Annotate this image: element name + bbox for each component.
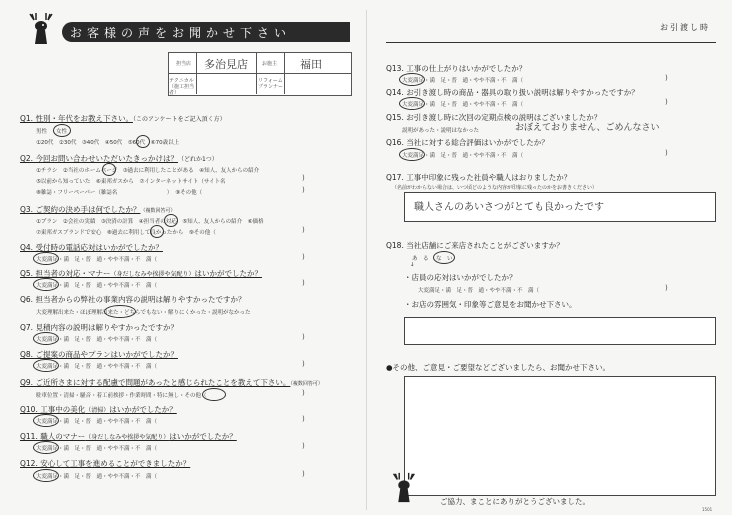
selection-circle: [33, 441, 59, 454]
q4-rating-scale: 大変満足・満 足・普 通・やや不満・不 満（: [36, 257, 158, 263]
q5-rating-scale: 大変満足・満 足・普 通・やや不満・不 満（: [36, 283, 158, 289]
selection-circle: [164, 214, 178, 227]
q18-sub2: ・お店の雰囲気・印象等ご意見をお聞かせ下さい。: [404, 300, 577, 309]
q11-label: Q11. 職人のマナー（身だしなみや挨拶や気配り）はいかがでしたか？: [20, 432, 237, 441]
q2-options-3: ⑧雑誌・フリーペーパー（雑誌名 ） ⑨その他（: [36, 190, 203, 196]
q7-label: Q7. 見積内容の説明は解りやすかったですか？: [20, 323, 178, 332]
q3-label: Q3. ご契約の決め手は何でしたか？（複数回答可）: [20, 205, 176, 214]
q4-label: Q4. 受付時の電話応対はいかがでしたか？: [20, 243, 163, 252]
q17-label: Q17. 工事中印象に残った社員や職人はおりましたか？: [386, 173, 572, 182]
bracket-close: ): [302, 389, 305, 397]
info-col-divider: [256, 52, 257, 94]
q2-options-2: ⑤以前から知っていた ⑥東邦ガスから ⑦インターネットサイト（サイト名: [36, 179, 226, 185]
bracket-close: ): [302, 174, 305, 182]
q13-rating-scale: 大変満足・満 足・普 通・やや不満・不 満（: [402, 78, 524, 84]
bracket-close: ): [302, 186, 305, 194]
tech-label: テクニカル（施工担当者）: [169, 78, 195, 96]
selection-circle: [202, 388, 226, 401]
selection-circle: [136, 135, 150, 148]
column-divider: [366, 10, 367, 510]
selection-circle: [33, 359, 59, 372]
other-label: ●その他、ご意見・ご要望などございましたら、お聞かせ下さい。: [386, 363, 611, 372]
thanks-message: ご協力、まことにありがとうございました。: [440, 497, 590, 506]
q1-gender-male: 男性: [36, 129, 48, 135]
bracket-close: ): [302, 333, 305, 341]
bracket-close: ): [302, 360, 305, 368]
selection-circle: [33, 332, 59, 345]
q1-label: Q1. 性別・年代をお教え下さい。（このアンケートをご記入頂く方）: [20, 114, 226, 123]
selection-circle: [102, 163, 116, 176]
q15-handwritten: おぼえておりません、ごめんなさい: [515, 123, 660, 133]
q14-label: Q14. お引き渡し時の商品・器具の取り扱い説明は解りやすかったですか？: [386, 88, 639, 97]
selection-circle: [33, 414, 59, 427]
bracket-close: ): [665, 98, 668, 106]
selection-circle: [399, 73, 425, 86]
page-title: お客様の声をお聞かせ下さい: [70, 26, 292, 40]
q11-rating-scale: 大変満足・満 足・普 通・やや不満・不 満（: [36, 446, 158, 452]
q6-label: Q6. 担当者からの弊社の事業内容の説明は解りやすかったですか？: [20, 295, 246, 304]
header-rule: [386, 42, 716, 43]
bracket-close: ): [302, 279, 305, 287]
q10-rating-scale: 大変満足・満 足・普 通・やや不満・不 満（: [36, 419, 158, 425]
q15-options: 説明があった・説明はなかった: [402, 128, 479, 134]
deer-logo-icon: [22, 10, 58, 46]
arrow-down-icon: ↓: [410, 262, 415, 268]
q18-sub1: ・店員の応対はいかがでしたか？: [404, 273, 517, 282]
bracket-close: ): [302, 226, 305, 234]
bracket-close: ): [665, 74, 668, 82]
q2-label: Q2. 今回お問い合わせいただいたきっかけは？（どれか1つ）: [20, 154, 218, 163]
q8-label: Q8. ご提案の商品やプランはいかがでしたか？: [20, 350, 178, 359]
planner-label: リフォームプランナー: [258, 78, 284, 90]
q9-label: Q9. ご近所さまに対する配慮で問題があったと感じられたことを教えて下さい。（複数回答可）: [20, 378, 323, 387]
q13-label: Q13. 工事の仕上がりはいかがでしたか？: [386, 64, 527, 73]
bracket-close: ): [302, 415, 305, 423]
q17-note: （名前がわからない場合は、いつ頃どのような内容が印象に残ったのかをお書きください）: [392, 185, 598, 191]
q8-rating-scale: 大変満足・満 足・普 通・やや不満・不 満（: [36, 364, 158, 370]
selection-circle: [53, 124, 71, 137]
customer-label: お施主: [262, 61, 278, 67]
deer-logo-icon: [386, 470, 420, 504]
q3-options-1: ①プラン ②会社の実績 ③決済の計算 ④担当者の対応 ⑤知人、友人からの紹介 ⑥価格: [36, 219, 264, 225]
q1-gender-female: 女性: [56, 129, 68, 135]
bracket-close: ): [665, 284, 668, 292]
q18-no: な い: [436, 256, 453, 262]
q10-label: Q10. 工事中の美化（清掃）はいかがでしたか？: [20, 405, 177, 414]
q7-rating-scale: 大変満足・満 足・普 通・やや不満・不 満（: [36, 337, 158, 343]
q12-label: Q12. 安心して工事を進めることができましたか？: [20, 459, 191, 468]
page-number: 1501: [702, 507, 713, 512]
salesperson-value: 多治見店: [204, 58, 248, 71]
q15-label: Q15. お引き渡し時に次回の定期点検の説明はございましたか？: [386, 113, 602, 122]
bracket-close: ): [665, 149, 668, 157]
q18-rating-scale: 大変満足・満 足・普 通・やや不満・不 満（: [418, 288, 540, 294]
info-col-divider: [196, 52, 197, 94]
q6-options: 大変理解出来た・ほぼ理解出来た・どちらでもない・解りにくかった・説明がなかった: [36, 310, 251, 316]
bracket-close: ): [302, 470, 305, 478]
other-answer-box[interactable]: [404, 376, 716, 496]
selection-circle: [104, 305, 136, 318]
q2-options-1: ①チラシ ②当社のホームページ ③過去に利用したことがある ④知人、友人からの紹介: [36, 168, 260, 174]
q16-rating-scale: 大変満足・満 足・普 通・やや不満・不 満（: [402, 153, 524, 159]
q18-label: Q18. 当社店舗にご来店されたことがございますか？: [386, 241, 564, 250]
q17-handwritten: 職人さんのあいさつがとても良かったです: [414, 202, 604, 213]
selection-circle: [150, 225, 164, 238]
selection-circle: [433, 251, 455, 264]
customer-value: 福田: [300, 58, 322, 71]
q12-rating-scale: 大変満足・満 足・普 通・やや不満・不 満（: [36, 474, 158, 480]
selection-circle: [33, 252, 59, 265]
bracket-close: ): [302, 442, 305, 450]
selection-circle: [399, 148, 425, 161]
q3-options-2: ⑦東邦ガスブランドで安心 ⑧過去に利用して良かったから ⑨その他（: [36, 230, 216, 236]
q1-age-options: ①20代 ②30代 ③40代 ④50代 ⑤60代 ⑥70歳以上: [36, 140, 180, 146]
selection-circle: [33, 278, 59, 291]
selection-circle: [399, 97, 425, 110]
q18-yes: あ る: [412, 256, 429, 262]
selection-circle: [33, 469, 59, 482]
info-col-divider: [284, 52, 285, 94]
q9-options: 駐車位置・清掃・騒音・着工前挨拶・作業時間・特に無し・その他（: [36, 393, 207, 399]
q18-answer-box[interactable]: [404, 317, 716, 345]
salesperson-label: 担当店: [176, 61, 192, 67]
bracket-close: ): [302, 253, 305, 261]
q5-label: Q5. 担当者の対応・マナー（身だしなみや挨拶や気配り）はいかがでしたか？: [20, 269, 262, 278]
q16-label: Q16. 当社に対する総合評価はいかがでしたか？: [386, 138, 549, 147]
q14-rating-scale: 大変満足・満 足・普 通・やや不満・不 満（: [402, 102, 524, 108]
handoff-label: お引渡し時: [660, 23, 710, 32]
